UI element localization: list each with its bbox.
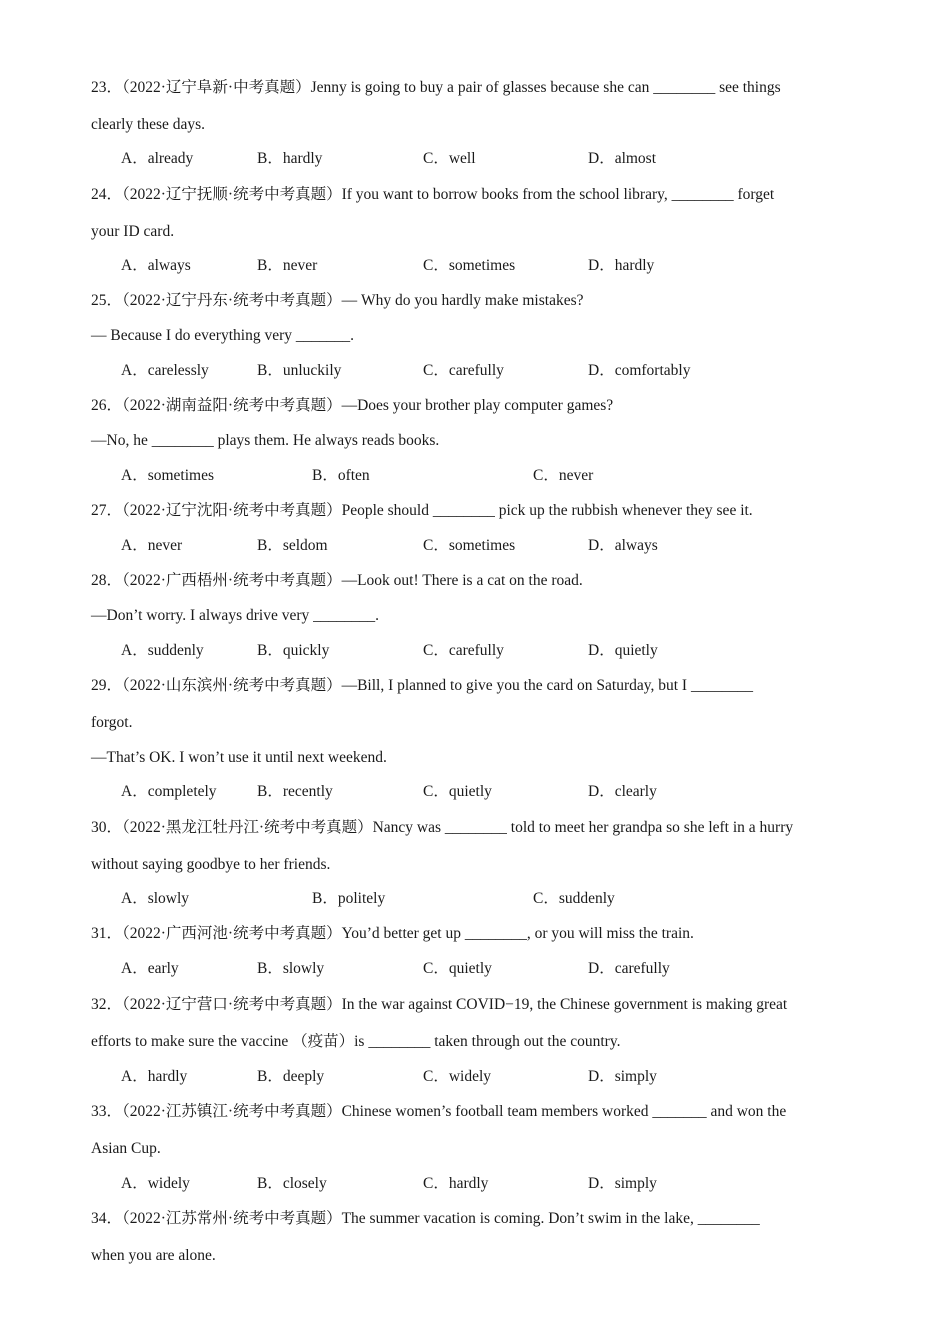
option-c: C．sometimes	[423, 257, 516, 274]
question-24-stem: 24．（2022·辽宁抚顺·统考中考真题）If you want to borrow books from the school library, ________ forget	[91, 186, 775, 203]
option-c: C．hardly	[423, 1175, 489, 1192]
option-a: A．completely	[121, 783, 217, 800]
option-b: B．slowly	[257, 960, 325, 977]
option-a: A．hardly	[121, 1068, 188, 1085]
option-a: A．early	[121, 960, 179, 977]
option-a: A．carelessly	[121, 362, 209, 379]
question-27-stem: 27．（2022·辽宁沈阳·统考中考真题）People should ________ pick up the rubbish whenever they see it.	[91, 502, 753, 519]
option-c: C．widely	[423, 1068, 492, 1085]
option-c: C．suddenly	[533, 890, 615, 907]
question-23-options	[0, 149, 950, 169]
option-c: C．quietly	[423, 960, 492, 977]
question-28-options	[0, 641, 950, 661]
question-29-stem-cont: forgot.	[91, 714, 133, 731]
question-25-options	[0, 361, 950, 381]
question-25-dialogue: — Because I do everything very _______.	[91, 327, 355, 344]
question-34-stem: 34．（2022·江苏常州·统考中考真题）The summer vacation is coming. Don’t swim in the lake, ________	[91, 1210, 760, 1227]
question-27-options	[0, 536, 950, 556]
question-28-stem: 28．（2022·广西梧州·统考中考真题）—Look out! There is a cat on the road.	[91, 572, 583, 589]
option-d: D．almost	[588, 150, 657, 167]
option-b: B．unluckily	[257, 362, 342, 379]
question-33-options	[0, 1174, 950, 1194]
question-23-stem-cont: clearly these days.	[91, 116, 206, 133]
option-d: D．always	[588, 537, 658, 554]
option-b: B．seldom	[257, 537, 328, 554]
question-30-stem-cont: without saying goodbye to her friends.	[91, 856, 331, 873]
option-c: C．well	[423, 150, 476, 167]
question-26-options	[0, 466, 950, 486]
option-c: C．never	[533, 467, 594, 484]
option-a: A．already	[121, 150, 194, 167]
option-a: A．always	[121, 257, 191, 274]
option-b: B．politely	[312, 890, 386, 907]
option-b: B．recently	[257, 783, 333, 800]
question-33-stem: 33．（2022·江苏镇江·统考中考真题）Chinese women’s football team members worked _______ and won the	[91, 1103, 787, 1120]
option-c: C．carefully	[423, 362, 504, 379]
question-32-options	[0, 1067, 950, 1087]
option-d: D．hardly	[588, 257, 655, 274]
option-d: D．simply	[588, 1175, 657, 1192]
question-30-options	[0, 889, 950, 909]
question-32-stem: 32．（2022·辽宁营口·统考中考真题）In the war against COVID−19, the Chinese government is making great	[91, 996, 788, 1013]
option-d: D．comfortably	[588, 362, 691, 379]
option-d: D．carefully	[588, 960, 670, 977]
question-29-options	[0, 782, 950, 802]
option-d: D．clearly	[588, 783, 657, 800]
option-c: C．sometimes	[423, 537, 516, 554]
option-d: D．quietly	[588, 642, 658, 659]
question-28-dialogue: —Don’t worry. I always drive very ________.	[91, 607, 379, 624]
question-31-stem: 31．（2022·广西河池·统考中考真题）You’d better get up ________, or you will miss the train.	[91, 925, 694, 942]
question-24-stem-cont: your ID card.	[91, 223, 175, 240]
option-a: A．suddenly	[121, 642, 204, 659]
option-b: B．closely	[257, 1175, 327, 1192]
question-30-stem: 30．（2022·黑龙江牡丹江·统考中考真题）Nancy was ________ told to meet her grandpa so she left in a hurry	[91, 819, 794, 836]
option-b: B．deeply	[257, 1068, 325, 1085]
option-b: B．often	[312, 467, 370, 484]
option-b: B．never	[257, 257, 318, 274]
option-a: A．widely	[121, 1175, 190, 1192]
question-26-dialogue: —No, he ________ plays them. He always reads books.	[91, 432, 440, 449]
question-32-stem-cont: efforts to make sure the vaccine （疫苗）is ________ taken through out the country.	[91, 1033, 621, 1050]
option-b: B．hardly	[257, 150, 323, 167]
option-a: A．slowly	[121, 890, 190, 907]
option-a: A．never	[121, 537, 183, 554]
question-25-stem: 25．（2022·辽宁丹东·统考中考真题）— Why do you hardly make mistakes?	[91, 292, 584, 309]
option-a: A．sometimes	[121, 467, 214, 484]
question-34-stem-cont: when you are alone.	[91, 1247, 216, 1264]
question-29-stem: 29．（2022·山东滨州·统考中考真题）—Bill, I planned to give you the card on Saturday, but I ________	[91, 677, 753, 694]
question-33-stem-cont: Asian Cup.	[91, 1140, 161, 1157]
question-26-stem: 26．（2022·湖南益阳·统考中考真题）—Does your brother play computer games?	[91, 397, 614, 414]
question-23-stem: 23．（2022·辽宁阜新·中考真题）Jenny is going to buy a pair of glasses because she can ________ see things	[91, 79, 781, 96]
option-c: C．carefully	[423, 642, 504, 659]
option-c: C．quietly	[423, 783, 492, 800]
option-d: D．simply	[588, 1068, 657, 1085]
option-b: B．quickly	[257, 642, 330, 659]
question-29-dialogue: —That’s OK. I won’t use it until next weekend.	[91, 749, 387, 766]
question-24-options	[0, 256, 950, 276]
question-31-options	[0, 959, 950, 979]
